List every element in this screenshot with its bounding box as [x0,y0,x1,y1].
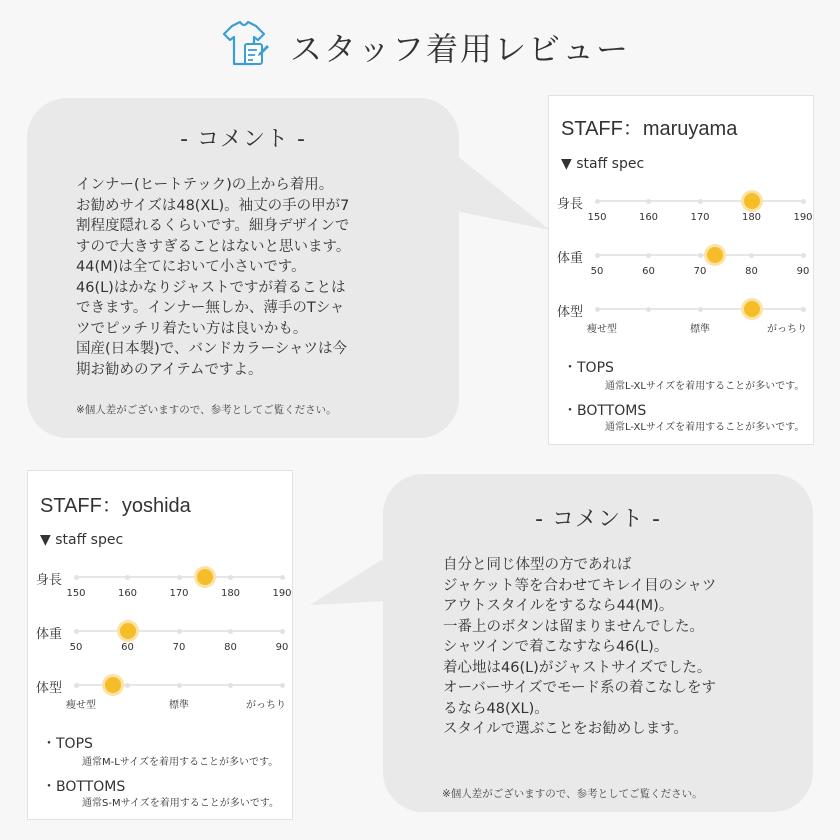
tick-label: 180 [220,588,241,599]
tick-label: 標準 [169,700,189,711]
review-line: 割程度隠れるくらいです。細身デザインで [76,218,350,234]
tick-label: 160 [638,212,659,223]
disclaimer-note: ※個人差がございますので、参考としてご覧ください。 [442,788,703,800]
review-line: できます。インナー無しか、薄手のTシャ [76,300,345,316]
scale-tick [280,629,285,634]
review-line: るなら48(XL)。 [443,700,549,717]
tick-label: 150 [587,212,607,223]
review-line: ツでピッチリ着たい方は良いかも。 [76,320,308,337]
review-text [443,555,716,740]
scale-tick [177,575,182,580]
scale-tick [698,253,703,258]
scale-tick [177,629,182,634]
weight-label: 体重 [557,251,584,266]
tick-label: 150 [66,588,86,599]
tick-label: 50 [69,642,83,653]
review-line: 44(M)は全てにおいて小さいです。 [76,259,306,275]
tick-label: がっちり [246,700,286,711]
tick-label: 190 [793,212,813,223]
scale-tick [280,683,285,688]
scale-tick [228,575,233,580]
tops-note: 通常L-XLサイズを着用することが多いです。 [605,381,805,392]
scale-tick [228,683,233,688]
height-label: 身長 [557,197,584,212]
scale-tick [595,199,600,204]
tick-label: 60 [121,642,134,653]
review-line: ジャケット等を合わせてキレイ目のシャツ [443,577,717,594]
build-tick-labels [587,320,807,335]
scale-tick [646,199,651,204]
build-scale [597,308,803,310]
tick-label: 50 [590,266,604,277]
review-line: オーバーサイズでモード系の着こなしをす [443,680,717,696]
review-heading: - コメント - [180,127,306,152]
tops-label: ・TOPS [563,360,614,376]
scale-tick [595,307,600,312]
scale-tick [698,199,703,204]
review-line: 46(L)はかなりジャストですが着ることは [76,279,346,296]
review-line: スタイルで選ぶことをお勧めします。 [443,721,689,737]
review-bubble-2 [383,474,813,812]
height-tick-labels [587,212,813,226]
build-tick-labels [66,696,286,711]
page-header [0,18,840,70]
review-heading: - コメント - [535,507,661,532]
height-tick-labels [66,588,292,602]
staff-name: STAFF：yoshida [40,495,191,517]
review-line: 期お勧めのアイテムですよ。 [76,361,263,378]
scale-tick [125,683,130,688]
staff-card-yoshida [27,470,293,820]
bottoms-note: 通常L-XLサイズを着用することが多いです。 [605,422,805,433]
tick-label: 痩せ型 [587,324,617,335]
build-label: 体型 [36,681,63,696]
weight-tick-labels [590,266,810,280]
staff-spec-label: ▼ staff spec [561,156,645,172]
scale-tick [74,629,79,634]
bubble-tail-1 [450,150,550,240]
weight-scale [76,630,282,632]
value-marker [197,569,213,585]
scale-tick [801,253,806,258]
bottoms-label: ・BOTTOMS [42,779,126,795]
value-marker [744,301,760,317]
value-marker [707,247,723,263]
tick-label: 痩せ型 [66,700,96,711]
tick-label: 170 [169,588,189,599]
scale-tick [749,253,754,258]
tick-label: 70 [172,642,186,653]
tick-label: 80 [224,642,237,653]
tick-label: 190 [272,588,292,599]
scale-tick [801,307,806,312]
bottoms-label: ・BOTTOMS [563,403,647,419]
review-line: 着心地は46(L)がジャストサイズでした。 [443,659,712,676]
scale-tick [74,575,79,580]
review-line: シャツインで着こなすなら46(L)。 [443,639,669,655]
weight-scale [597,254,803,256]
scale-tick [280,575,285,580]
tick-label: 170 [690,212,710,223]
scale-tick [74,683,79,688]
bottoms-note: 通常S-Mサイズを着用することが多いです。 [82,798,279,809]
build-label: 体型 [557,305,584,320]
scale-tick [698,307,703,312]
staff-spec-label: ▼ staff spec [40,532,124,548]
review-line: 国産(日本製)で、バンドカラーシャツは今 [76,341,348,357]
tops-note: 通常M-Lサイズを着用することが多いです。 [82,757,279,768]
review-line: すので大きすぎることはないと思います。 [76,238,351,255]
weight-label: 体重 [36,627,63,642]
review-text [76,175,350,380]
tick-label: 70 [693,266,707,277]
review-line: お勧めサイズは48(XL)。袖丈の手の甲が7 [76,197,350,214]
tick-label: 60 [642,266,655,277]
tick-label: 90 [796,266,810,277]
review-bubble-1 [27,98,459,438]
shirt-review-icon [218,20,270,68]
tick-label: 80 [745,266,758,277]
scale-tick [125,575,130,580]
review-line: 一番上のボタンは留まりませんでした。 [443,618,704,635]
disclaimer-note: ※個人差がございますので、参考としてご覧ください。 [76,404,337,416]
weight-tick-labels [69,642,289,656]
scale-tick [177,683,182,688]
tick-label: がっちり [767,324,807,335]
scale-tick [595,253,600,258]
tick-label: 90 [275,642,289,653]
tops-label: ・TOPS [42,736,93,752]
staff-card-maruyama [548,95,814,445]
height-label: 身長 [36,573,63,588]
build-scale [76,684,282,686]
value-marker [105,677,121,693]
height-scale [76,576,282,578]
value-marker [120,623,136,639]
review-line: アウトスタイルをするなら44(M)。 [443,598,674,614]
value-marker [744,193,760,209]
scale-tick [646,253,651,258]
scale-tick [228,629,233,634]
page-title: スタッフ着用レビュー [290,30,631,68]
staff-name: STAFF：maruyama [561,118,738,140]
tick-label: 標準 [690,324,710,335]
height-scale [597,200,803,202]
scale-tick [801,199,806,204]
review-line: インナー(ヒートテック)の上から着用。 [76,177,334,193]
scale-tick [646,307,651,312]
tick-label: 180 [741,212,762,223]
review-line: 自分と同じ体型の方であれば [443,557,632,573]
tick-label: 160 [117,588,138,599]
